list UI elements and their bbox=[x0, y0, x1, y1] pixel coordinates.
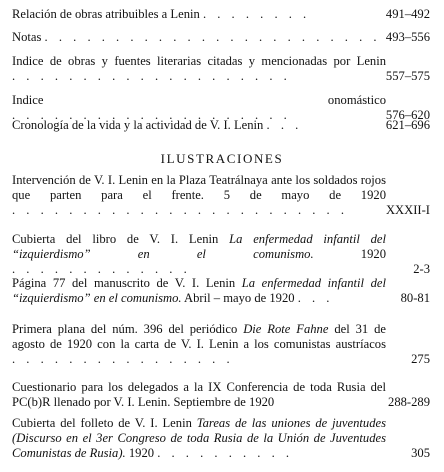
illustration-entry-pages: 80-81 bbox=[400, 291, 430, 305]
illustration-entry-pages: 2-3 bbox=[413, 262, 430, 276]
toc-entry-pages: 491–492 bbox=[385, 7, 430, 21]
toc-entry-text: Cronología de la vida y la actividad de V. I. Lenin . . . bbox=[12, 118, 303, 132]
illustration-entry-text: Cuestionario para los delegados a la IX Conferencia de toda Rusia del PC(b)R llenado por V. I. Lenin. Septiembre de 1920 bbox=[12, 380, 386, 409]
toc-entry-pages: 493–556 bbox=[385, 30, 430, 44]
illustration-entry-pages: 288-289 bbox=[388, 395, 430, 409]
illustration-entry bbox=[12, 322, 432, 367]
illustration-entry-text: Página 77 del manuscrito de V. I. Lenin La enfermedad infantil del “izquierdismo” en el comunismo. Abril – mayo de 1920 . . . bbox=[12, 276, 386, 305]
illustration-entry bbox=[12, 416, 432, 461]
toc-entry-text: Notas . . . . . . . . . . . . . . . . . . . . . . . . bbox=[12, 30, 381, 44]
section-title: ILUSTRACIONES bbox=[160, 151, 284, 166]
illustration-entry bbox=[12, 380, 432, 410]
illustration-entry-text: Primera plana del núm. 396 del periódico Die Rote Fahne del 31 de agosto de 1920 con la carta de V. I. Lenin a los comunistas austríacos . . . . . . . . . . . . . . . . bbox=[12, 322, 387, 366]
illustration-entry bbox=[12, 232, 432, 277]
illustration-entry-pages: 305 bbox=[411, 446, 430, 460]
toc-entry-pages: 557–575 bbox=[385, 69, 430, 83]
illustration-entry-text: Intervención de V. I. Lenin en la Plaza Teatrálnaya ante los soldados rojos que parten para el frente. 5 de mayo de 1920 . . . . . . . . . . . . . . . . . . . . . . . . bbox=[12, 173, 386, 217]
toc-entry bbox=[12, 7, 432, 22]
toc-entry-pages: 576–620 bbox=[385, 108, 430, 122]
toc-entry bbox=[12, 54, 432, 84]
toc-entry-text: Indice onomástico . . . . . . . . . . . . . . . . . . . . bbox=[12, 93, 386, 122]
toc-entry bbox=[12, 118, 432, 133]
illustration-entry bbox=[12, 173, 432, 218]
illustration-entry-text: Cubierta del libro de V. I. Lenin La enfermedad infantil del “izquierdismo” en el comunismo. 1920 . . . . . . . . . . . . . bbox=[12, 232, 386, 276]
illustration-entry-pages: XXXII-I bbox=[385, 203, 430, 217]
illustration-entry bbox=[12, 276, 432, 306]
toc-entry-text: Relación de obras atribuibles a Lenin . . . . . . . . bbox=[12, 7, 311, 21]
toc-entry bbox=[12, 30, 432, 45]
illustration-entry-pages: 275 bbox=[411, 352, 430, 366]
toc-entry-text: Indice de obras y fuentes literarias citadas y mencionadas por Lenin . . . . . . . . . . . . . . . . . . . . bbox=[12, 54, 386, 83]
illustration-entry-text: Cubierta del folleto de V. I. Lenin Tareas de las uniones de juventudes (Discurso en el 3er Congreso de toda Rusia de la Unión de Juventudes Comunistas de Rusia). 1920 . . . . . . . . . . bbox=[12, 416, 386, 460]
toc-entry-pages: 621–696 bbox=[385, 118, 430, 132]
